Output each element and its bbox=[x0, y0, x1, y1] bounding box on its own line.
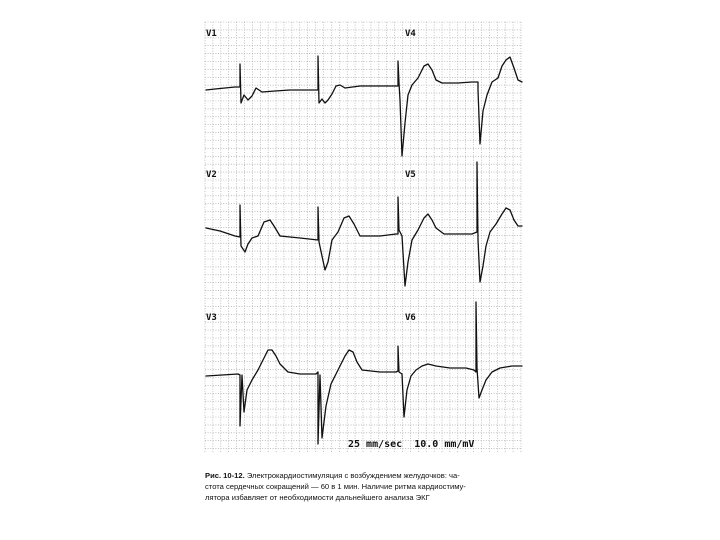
ecg-trace-v2 bbox=[206, 205, 396, 270]
figure-caption bbox=[205, 470, 535, 503]
lead-label-v5: V5 bbox=[405, 170, 416, 180]
caption-line-2: стота сердечных сокращений — 60 в 1 мин. Наличие ритма кардиостиму- bbox=[205, 482, 466, 491]
lead-label-v1: V1 bbox=[206, 29, 217, 39]
ecg-trace-v3 bbox=[206, 350, 396, 444]
caption-text-1: Электрокардиостимуляция с возбуждением желудочков: ча- bbox=[246, 471, 460, 480]
lead-label-v4: V4 bbox=[405, 29, 416, 39]
ecg-trace-v4 bbox=[396, 57, 522, 156]
lead-label-v2: V2 bbox=[206, 170, 217, 180]
lead-label-v3: V3 bbox=[206, 313, 217, 323]
ecg-scale-label: 25 mm/sec 10.0 mm/mV bbox=[348, 439, 475, 450]
caption-line-1 bbox=[205, 470, 535, 481]
caption-figure-number: Рис. 10-12. bbox=[205, 471, 245, 480]
lead-label-v6: V6 bbox=[405, 313, 416, 323]
ecg-trace-v1 bbox=[206, 56, 396, 103]
caption-line-3: лятора избавляет от необходимости дальнейшего анализа ЭКГ bbox=[205, 493, 430, 502]
ecg-trace-v5 bbox=[396, 162, 522, 286]
